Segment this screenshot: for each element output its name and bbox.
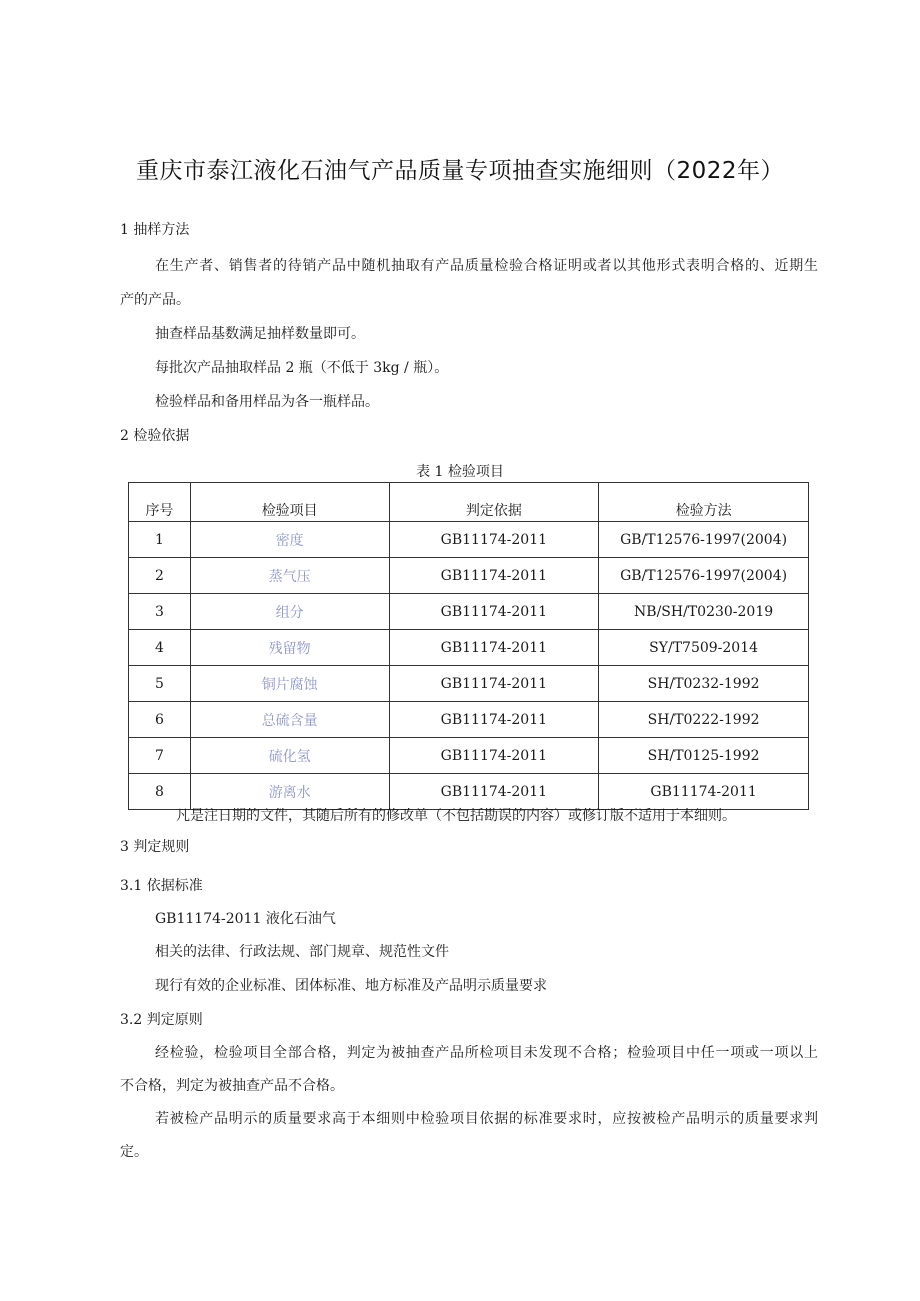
section-3-heading: 3 判定规则	[120, 839, 190, 855]
row-no: 8	[129, 774, 191, 810]
row-basis: GB11174-2011	[389, 666, 599, 702]
row-method: GB11174-2011	[599, 774, 809, 810]
row-no: 7	[129, 738, 191, 774]
principle-para-2-line-1: 若被检产品明示的质量要求高于本细则中检验项目依据的标准要求时，应按被检产品明示的质量要求判	[155, 1111, 818, 1127]
section-3-2-heading: 3.2 判定原则	[120, 1012, 203, 1028]
table-note: 凡是注日期的文件，其随后所有的修改单（不包括勘误的内容）或修订版不适用于本细则。	[176, 808, 736, 824]
principle-para-1-line-1: 经检验，检验项目全部合格，判定为被抽查产品所检项目未发现不合格；检验项目中任一项或一项以上	[155, 1045, 818, 1061]
row-method: NB/SH/T0230-2019	[599, 594, 809, 630]
row-method: SY/T7509-2014	[599, 630, 809, 666]
table-row	[129, 738, 809, 774]
row-no: 3	[129, 594, 191, 630]
table-row	[129, 594, 809, 630]
section-1-para-4: 检验样品和备用样品为各一瓶样品。	[155, 394, 379, 410]
principle-para-2-line-2: 定。	[120, 1144, 148, 1160]
table-row	[129, 702, 809, 738]
row-basis: GB11174-2011	[389, 774, 599, 810]
row-method: SH/T0232-1992	[599, 666, 809, 702]
table-row	[129, 558, 809, 594]
row-method: SH/T0222-1992	[599, 702, 809, 738]
column-header-item: 检验项目	[190, 483, 389, 522]
row-method: GB/T12576-1997(2004)	[599, 558, 809, 594]
row-no: 4	[129, 630, 191, 666]
principle-para-1-line-2: 不合格，判定为被抽查产品不合格。	[120, 1078, 344, 1094]
section-1-para-1-line-1: 在生产者、销售者的待销产品中随机抽取有产品质量检验合格证明或者以其他形式表明合格的、近期生	[155, 258, 818, 274]
row-no: 2	[129, 558, 191, 594]
row-method: GB/T12576-1997(2004)	[599, 522, 809, 558]
table-row	[129, 666, 809, 702]
row-item: 总硫含量	[190, 702, 389, 738]
row-item: 残留物	[190, 630, 389, 666]
row-no: 1	[129, 522, 191, 558]
row-basis: GB11174-2011	[389, 594, 599, 630]
section-2-heading: 2 检验依据	[120, 428, 190, 444]
section-1-heading: 1 抽样方法	[120, 222, 190, 238]
row-item: 铜片腐蚀	[190, 666, 389, 702]
column-header-no: 序号	[129, 483, 191, 522]
standard-item-2: 相关的法律、行政法规、部门规章、规范性文件	[155, 944, 449, 960]
table-row	[129, 522, 809, 558]
row-item: 硫化氢	[190, 738, 389, 774]
column-header-method: 检验方法	[599, 483, 809, 522]
row-method: SH/T0125-1992	[599, 738, 809, 774]
row-item: 密度	[190, 522, 389, 558]
row-basis: GB11174-2011	[389, 630, 599, 666]
row-basis: GB11174-2011	[389, 702, 599, 738]
table-row	[129, 630, 809, 666]
document-title: 重庆市泰江液化石油气产品质量专项抽查实施细则（2022年）	[135, 158, 785, 184]
inspection-items-table	[128, 482, 809, 810]
section-1-para-2: 抽查样品基数满足抽样数量即可。	[155, 326, 365, 342]
section-1-para-3: 每批次产品抽取样品 2 瓶（不低于 3kg / 瓶）。	[155, 360, 449, 376]
section-1-para-1-line-2: 产的产品。	[120, 292, 190, 308]
row-basis: GB11174-2011	[389, 558, 599, 594]
section-3-1-heading: 3.1 依据标准	[120, 878, 203, 894]
row-basis: GB11174-2011	[389, 738, 599, 774]
standard-item-1: GB11174-2011 液化石油气	[155, 911, 336, 927]
standard-item-3: 现行有效的企业标准、团体标准、地方标准及产品明示质量要求	[155, 978, 547, 994]
column-header-basis: 判定依据	[389, 483, 599, 522]
row-item: 蒸气压	[190, 558, 389, 594]
row-item: 组分	[190, 594, 389, 630]
row-basis: GB11174-2011	[389, 522, 599, 558]
row-no: 5	[129, 666, 191, 702]
table-caption: 表 1 检验项目	[416, 464, 504, 480]
table-header-row	[129, 483, 809, 522]
row-item: 游离水	[190, 774, 389, 810]
row-no: 6	[129, 702, 191, 738]
table-row	[129, 774, 809, 810]
